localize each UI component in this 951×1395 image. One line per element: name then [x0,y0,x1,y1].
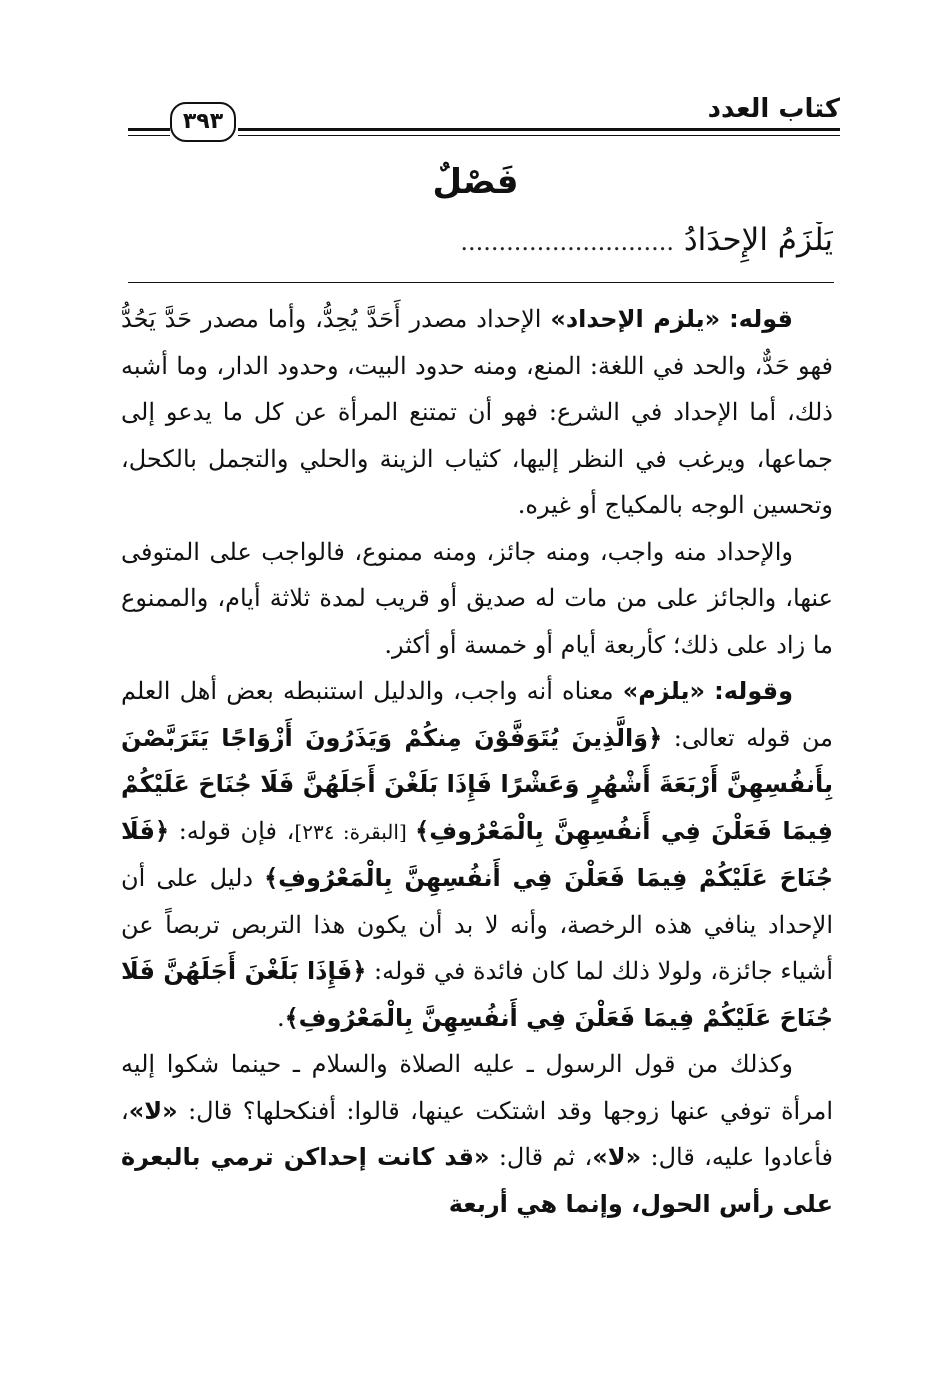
header-rule-left [128,128,170,131]
paragraph-text: والإحداد منه واجب، ومنه جائز، ومنه ممنوع، فالواجب على المتوفى عنها، والجائز على من مات له صديق أو قريب لمدة ثلاثة أيام، والممنوع ما زاد على ذلك؛ كأربعة أيام أو خمسة أو أكثر. [121,537,833,659]
header-rule [238,128,840,131]
quran-verse: ﴿فَلَا جُنَاحَ عَلَيْكُمْ فِيمَا فَعَلْنَ فِي أَنفُسِهِنَّ بِالْمَعْرُوفِ﴾ [121,816,833,892]
quran-verse: ﴿فَإِذَا بَلَغْنَ أَجَلَهُنَّ فَلَا جُنَاحَ عَلَيْكُمْ فِيمَا فَعَلْنَ فِي أَنفُسِهِنَّ بِالْمَعْرُوفِ﴾ [121,957,833,1032]
paragraph-text: الإحداد مصدر أَحَدَّ يُحِدُّ، وأما مصدر حَدَّ يَحُدُّ فهو حَدٌّ، والحد في اللغة: المنع، ومنه حدود البيت، وحدود الدار، وما أشبه ذلك، أما الإحداد في الشرع: فهو أن تمتنع المرأة عن كل ما يدعو إلى جماعها، ويرغب في النظر إليها، كثياب الزينة والحلي والتجمل بالكحل، وتحسين الوجه بالمكياج أو غيره. [121,305,833,519]
paragraph-text: معناه أنه واجب، والدليل استنبطه بعض أهل العلم من قوله تعالى: [121,677,833,752]
paragraph-text: . [276,1003,285,1032]
page-number: ٣٩٣ [170,102,236,142]
quran-verse: ﴿وَالَّذِينَ يُتَوَفَّوْنَ مِنكُمْ وَيَذَرُونَ أَزْوَاجًا يَتَرَبَّصْنَ بِأَنفُسِهِنَّ أَرْبَعَةَ أَشْهُرٍ وَعَشْرًا فَإِذَا بَلَغْنَ أَجَلَهُنَّ فَلَا جُنَاحَ عَلَيْكُمْ فِيمَا فَعَلْنَ فِي أَنفُسِهِنَّ بِالْمَعْرُوفِ﴾ [121,723,833,845]
matn-divider [128,282,834,283]
paragraph-3 [121,668,833,1041]
commentary-body [121,296,833,1227]
matn-text: يَلْزَمُ الإِحدَادُ [683,222,833,258]
paragraph-text: ، فأعادوا عليه، قال: [121,1096,833,1171]
page-header [128,88,840,152]
header-rule-left-thin [128,135,170,136]
hadith-quote: «لا» [128,1096,178,1125]
paragraph-text: دليل على أن الإحداد ينافي هذه الرخصة، وأنه لا بد أن يكون هذا التربص تربصاً عن أشياء جائزة، ولولا ذلك لما كان فائدة في قوله: [121,864,833,985]
paragraph-1 [121,296,833,529]
paragraph-text: ، ثم قال: [489,1143,593,1171]
header-rule-thin [238,135,840,136]
quoted-term: «يلزم» [622,677,706,705]
matn-line [121,222,833,272]
paragraph-text: ، فإن قوله: [169,816,295,845]
hadith-quote: «لا» [592,1143,642,1171]
paragraph-lead: وقوله: [714,677,793,705]
paragraph-4 [121,1041,833,1227]
paragraph-2 [121,529,833,669]
quoted-term: «يلزم الإحداد» [550,305,721,333]
paragraph-text: وكذلك من قول الرسول ـ عليه الصلاة والسلام ـ حينما شكوا إليه امرأة توفي عنها زوجها وقد اشتكت عينها، قالوا: أفنكحلها؟ قال: [121,1050,833,1125]
section-heading: فَصْلٌ [432,162,519,202]
verse-reference: [البقرة: ٢٣٤] [294,819,416,844]
running-title: كتاب العدد [707,94,840,124]
paragraph-lead: قوله: [729,305,793,333]
matn-dots: ............................ [460,228,674,256]
hadith-quote: «قد كانت إحداكن ترمي بالبعرة على رأس الحول، وإنما هي أربعة [121,1143,833,1218]
